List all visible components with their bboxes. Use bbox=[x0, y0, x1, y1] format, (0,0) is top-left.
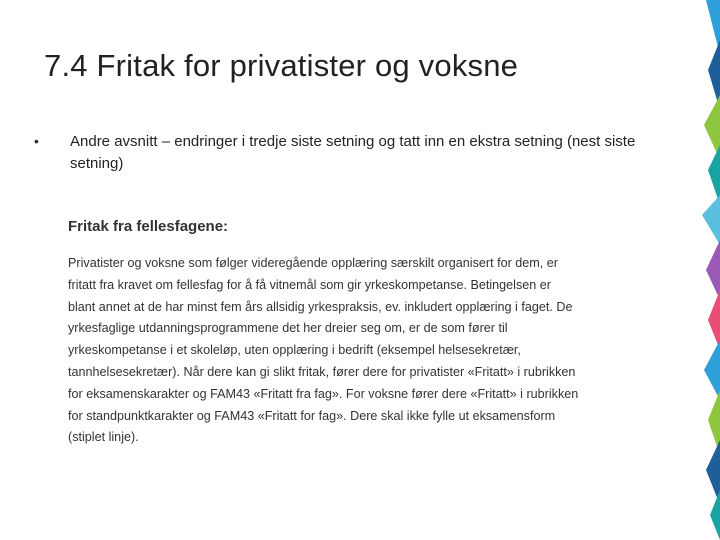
excerpt-line: tannhelsesekretær). Når dere kan gi slikt fritak, fører dere for privatister «Fritatt» i rubrikken bbox=[68, 364, 576, 379]
document-excerpt bbox=[68, 218, 628, 449]
decorative-color-strip bbox=[696, 0, 720, 540]
deco-triangle bbox=[706, 240, 720, 300]
deco-triangle bbox=[702, 195, 720, 245]
excerpt-line: for standpunktkarakter og FAM43 «Fritatt for fag». Dere skal ikke fylle ut eksamensform bbox=[68, 408, 556, 423]
slide-title: 7.4 Fritak for privatister og voksne bbox=[44, 48, 519, 83]
deco-triangle bbox=[704, 340, 720, 400]
excerpt-body bbox=[68, 253, 628, 449]
deco-triangle bbox=[710, 490, 720, 540]
excerpt-heading: Fritak fra fellesfagene: bbox=[68, 218, 229, 235]
bullet-marker: • bbox=[34, 133, 39, 149]
excerpt-line: yrkeskompetanse i et skoleløp, uten opplæring i bedrift (eksempel helsesekretær, bbox=[68, 343, 521, 358]
excerpt-line: yrkesfaglige utdanningsprogrammene det her dreier seg om, er de som fører til bbox=[68, 321, 508, 336]
deco-triangle bbox=[708, 290, 720, 350]
excerpt-line: fritatt fra kravet om fellesfag for å få vitnemål som gir yrkeskompetanse. Betingelsen er bbox=[68, 277, 551, 292]
excerpt-line: (stiplet linje). bbox=[68, 430, 139, 445]
deco-triangle bbox=[708, 145, 720, 205]
excerpt-line: Privatister og voksne som følger videregående opplæring særskilt organisert for dem, er bbox=[68, 256, 558, 270]
bullet-text: Andre avsnitt – endringer i tredje siste setning og tatt inn en ekstra setning (nest siste setning) bbox=[70, 133, 636, 172]
excerpt-line: blant annet at de har minst fem års allsidig yrkespraksis, ev. inkludert opplæring i faget. De bbox=[68, 299, 573, 314]
excerpt-line: for eksamenskarakter og FAM43 «Fritatt fra fag». For voksne fører dere «Fritatt» i rubrikken bbox=[68, 386, 579, 401]
